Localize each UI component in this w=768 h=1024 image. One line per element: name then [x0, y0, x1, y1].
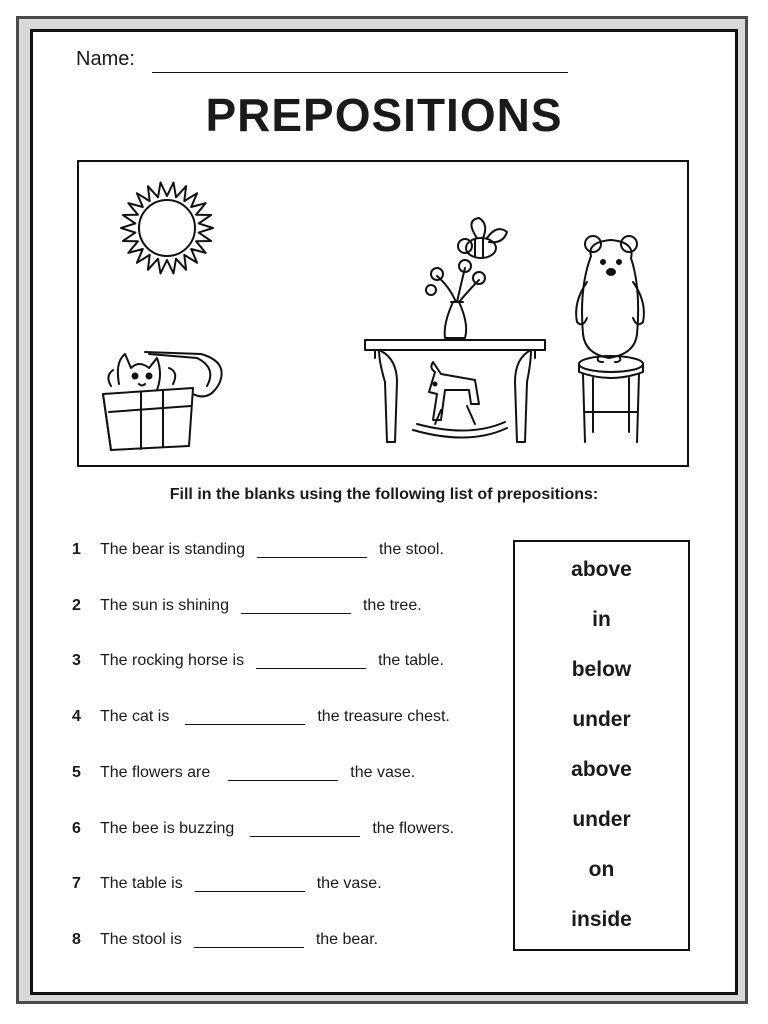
- question-number: 4: [72, 708, 81, 725]
- treasure-chest-cat-icon: [103, 352, 222, 450]
- question-number: 1: [72, 541, 81, 558]
- answer-blank[interactable]: [228, 766, 338, 781]
- answer-blank[interactable]: [241, 599, 351, 614]
- word-bank-item: on: [588, 858, 615, 881]
- answer-blank[interactable]: [185, 710, 305, 725]
- question-row: [72, 817, 454, 841]
- word-bank-item: below: [571, 658, 632, 681]
- answer-blank[interactable]: [257, 543, 367, 558]
- answer-blank[interactable]: [194, 933, 304, 948]
- question-text-after: the bear.: [315, 931, 379, 948]
- question-text-before: The flowers are: [100, 764, 211, 781]
- question-number: 2: [72, 597, 81, 614]
- page-title: PREPOSITIONS: [205, 89, 563, 141]
- question-text-after: the treasure chest.: [317, 708, 450, 725]
- question-text-after: the vase.: [316, 875, 382, 892]
- stool-icon: [579, 356, 643, 442]
- question-number: 8: [72, 931, 81, 948]
- question-text-after: the stool.: [378, 541, 444, 558]
- flower-vase-icon: [426, 260, 485, 338]
- question-row: [72, 594, 422, 618]
- bee-icon: [458, 218, 507, 258]
- question-text-after: the tree.: [362, 597, 422, 614]
- question-row: [72, 872, 382, 896]
- answer-blank[interactable]: [256, 654, 366, 669]
- question-row: [72, 928, 378, 952]
- question-row: [72, 649, 444, 673]
- question-text-after: the vase.: [350, 764, 416, 781]
- question-text-before: The table is: [100, 875, 183, 892]
- word-bank-item: above: [571, 558, 632, 581]
- rocking-horse-icon: [413, 362, 507, 438]
- question-row: [72, 538, 444, 562]
- word-bank-item: in: [592, 608, 611, 631]
- question-text-before: The stool is: [100, 931, 182, 948]
- question-text-before: The bear is standing: [100, 541, 245, 558]
- question-number: 5: [72, 764, 81, 781]
- word-bank-item: under: [572, 708, 631, 731]
- question-text-after: the flowers.: [372, 820, 455, 837]
- word-bank: [513, 540, 690, 951]
- question-text-after: the table.: [378, 652, 444, 669]
- bear-icon: [576, 236, 644, 362]
- name-field-line[interactable]: [152, 72, 568, 73]
- answer-blank[interactable]: [250, 822, 360, 837]
- question-text-before: The rocking horse is: [100, 652, 245, 669]
- scene-illustration: [77, 160, 689, 467]
- word-bank-item: inside: [571, 908, 632, 931]
- word-bank-item: above: [571, 758, 632, 781]
- word-bank-item: under: [572, 808, 631, 831]
- question-number: 7: [72, 875, 81, 892]
- question-row: [72, 761, 415, 785]
- question-text-before: The sun is shining: [100, 597, 229, 614]
- question-number: 6: [72, 820, 81, 837]
- question-text-before: The bee is buzzing: [100, 820, 235, 837]
- question-row: [72, 705, 450, 729]
- answer-blank[interactable]: [195, 877, 305, 892]
- instructions-text: Fill in the blanks using the following list of prepositions:: [169, 486, 599, 503]
- name-label: Name:: [76, 48, 135, 70]
- question-number: 3: [72, 652, 81, 669]
- question-text-before: The cat is: [100, 708, 170, 725]
- sun-icon: [121, 183, 213, 274]
